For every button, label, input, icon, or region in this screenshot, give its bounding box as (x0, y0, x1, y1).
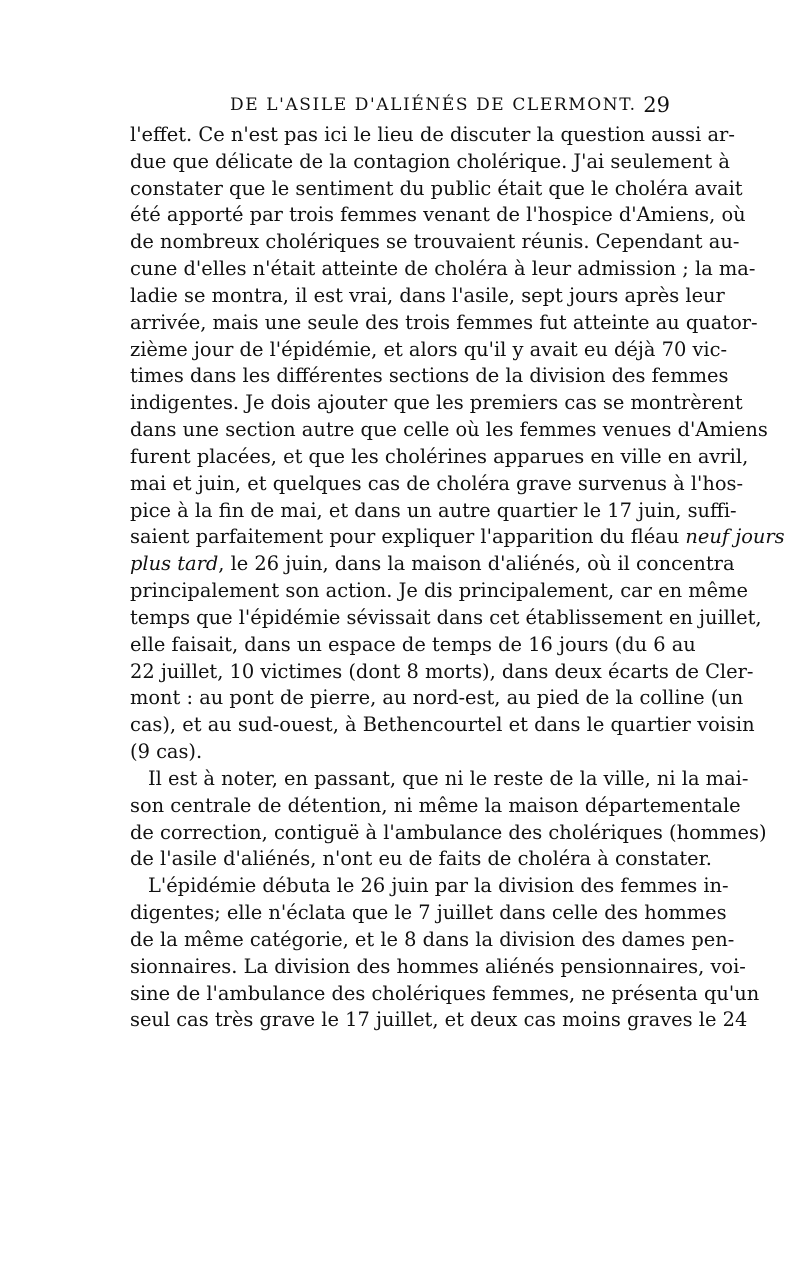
text-line: mont : au pont de pierre, au nord-est, au pied de la colline (un (130, 686, 744, 710)
text-line: times dans les différentes sections de la division des femmes (130, 364, 729, 388)
text-line: son centrale de détention, ni même la maison départementale (130, 793, 741, 817)
italic-phrase: neuf jours (685, 525, 785, 549)
text-line: ladie se montra, il est vrai, dans l'asile, sept jours après leur (130, 283, 725, 307)
text-line: dans une section autre que celle où les femmes venues d'Amiens (130, 418, 768, 442)
paragraph-first-line: L'épidémie débuta le 26 juin par la division des femmes in- (148, 874, 729, 898)
text-line-with-italic (130, 551, 735, 578)
text-segment: saient parfaitement pour expliquer l'apparition du fléau (130, 525, 680, 549)
text-line: cas), et au sud-ouest, à Bethencourtel et dans le quartier voisin (130, 713, 755, 737)
text-line: l'effet. Ce n'est pas ici le lieu de discuter la question aussi ar- (130, 123, 735, 146)
text-line: 22 juillet, 10 victimes (dont 8 morts), dans deux écarts de Cler- (130, 659, 754, 683)
text-line: seul cas très grave le 17 juillet, et deux cas moins graves le 24 (130, 1008, 748, 1032)
text-line: cune d'elles n'était atteinte de choléra à leur admission ; la ma- (130, 257, 756, 281)
text-line: de nombreux cholériques se trouvaient réunis. Cependant au- (130, 230, 740, 254)
text-line: elle faisait, dans un espace de temps de 16 jours (du 6 au (130, 632, 696, 656)
text-line: temps que l'épidémie sévissait dans cet établissement en juillet, (130, 605, 762, 629)
text-line: zième jour de l'épidémie, et alors qu'il y avait eu déjà 70 vic- (130, 337, 728, 361)
paragraph-first-line: Il est à noter, en passant, que ni le reste de la ville, ni la mai- (148, 766, 749, 790)
text-line: sionnaires. La division des hommes aliénés pensionnaires, voi- (130, 954, 746, 978)
text-line: constater que le sentiment du public était que le choléra avait (130, 176, 743, 200)
text-line: principalement son action. Je dis principalement, car en même (130, 579, 748, 603)
text-line: (9 cas). (130, 740, 203, 764)
text-line: indigentes. Je dois ajouter que les premiers cas se montrèrent (130, 391, 743, 415)
text-line: mai et juin, et quelques cas de choléra grave survenus à l'hos- (130, 471, 744, 495)
text-line: de correction, contiguë à l'ambulance des cholériques (hommes) (130, 820, 767, 844)
text-line: pice à la fin de mai, et dans un autre quartier le 17 juin, suffi- (130, 498, 737, 522)
text-line-with-italic (130, 524, 785, 551)
text-line: furent placées, et que les cholérines apparues en ville en avril, (130, 444, 749, 468)
italic-phrase: plus tard (130, 552, 219, 576)
text-line: due que délicate de la contagion cholérique. J'ai seulement à (130, 149, 730, 173)
body-text (130, 122, 785, 1034)
text-line: sine de l'ambulance des cholériques femmes, ne présenta qu'un (130, 981, 760, 1005)
page-header (130, 95, 670, 123)
text-line: été apporté par trois femmes venant de l'hospice d'Amiens, où (130, 203, 746, 227)
text-line: de la même catégorie, et le 8 dans la division des dames pen- (130, 927, 735, 951)
text-line: de l'asile d'aliénés, n'ont eu de faits de choléra à constater. (130, 847, 712, 871)
page-number: 29 (643, 93, 670, 117)
text-line: digentes; elle n'éclata que le 7 juillet dans celle des hommes (130, 901, 727, 925)
text-line: arrivée, mais une seule des trois femmes fut atteinte au quator- (130, 310, 758, 334)
running-title: DE L'ASILE D'ALIÉNÉS DE CLERMONT. (230, 95, 637, 115)
text-segment: , le 26 juin, dans la maison d'aliénés, où il concentra (218, 552, 735, 576)
